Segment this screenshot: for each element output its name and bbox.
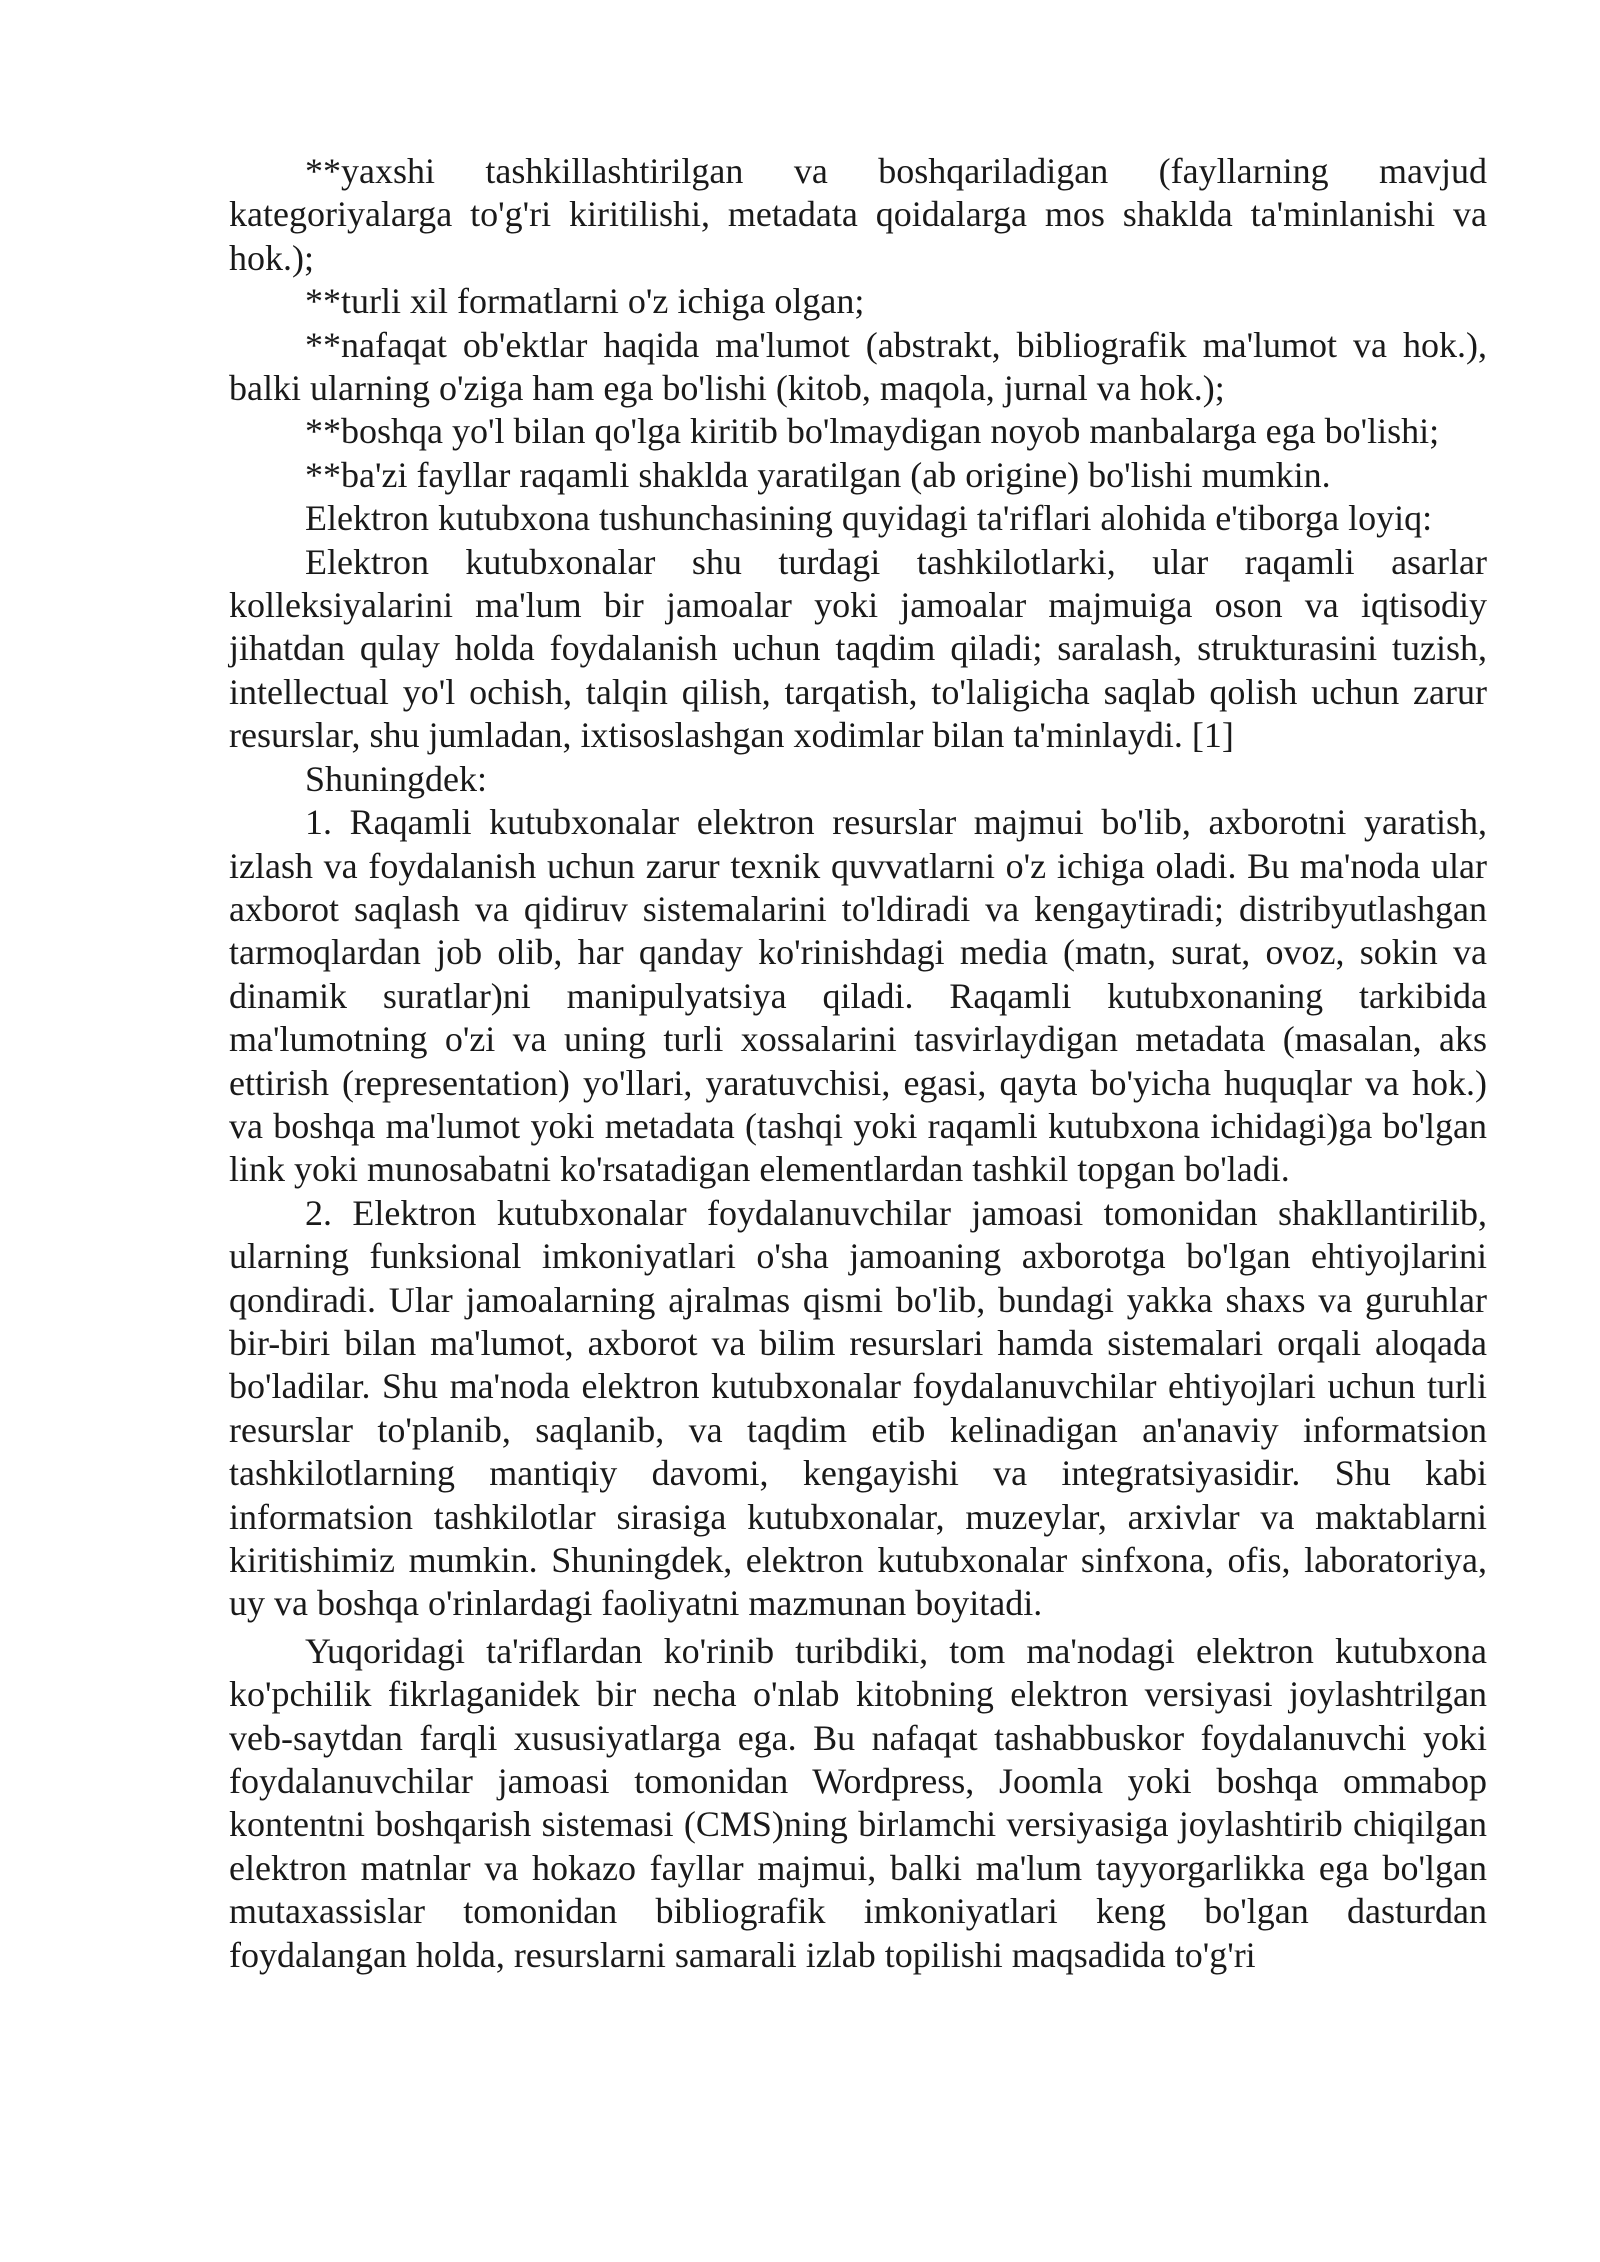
paragraph-criterion-formats: **turli xil formatlarni o'z ichiga olgan;: [305, 281, 865, 322]
paragraph-conclusion: Yuqoridagi ta'riflardan ko'rinib turibdiki, tom ma'nodagi elektron kutubxona ko'pchilik fikrlaganidek bir necha o'nlab kitobning elektron versiyasi joylashtrilgan veb-saytdan farqli xususiyatlarga ega. Bu nafaqat tashabbuskor foydalanuvchi yoki foydalanuvchilar jamoasi tomonidan Wordpress, Joomla yoki boshqa ommabop kontentni boshqarish sistemasi (CMS)ning birlamchi versiyasiga joylashtirib chiqilgan elektron matnlar va hokazo fayllar majmui, balki ma'lum tayyorgarlikka ega bo'lgan mutaxassislar tomonidan bibliografik imkoniyatlari keng bo'lgan dasturdan foydalangan holda, resurslarni samarali izlab topilishi maqsadida to'g'ri: [229, 1630, 1487, 1975]
paragraph-criterion-unique-sources: **boshqa yo'l bilan qo'lga kiritib bo'lmaydigan noyob manbalarga ega bo'lishi;: [305, 411, 1440, 452]
paragraph-criterion-objects: **nafaqat ob'ektlar haqida ma'lumot (abstrakt, bibliografik ma'lumot va hok.), balki ularning o'ziga ham ega bo'lishi (kitob, maqola, jurnal va hok.);: [229, 324, 1487, 409]
paragraph-also: Shuningdek:: [305, 758, 488, 799]
paragraph-definitions-intro: Elektron kutubxona tushunchasining quyidagi ta'riflari alohida e'tiborga loyiq:: [305, 498, 1433, 539]
paragraph-definition-2: 2. Elektron kutubxonalar foydalanuvchilar jamoasi tomonidan shakllantirilib, ularning funksional imkoniyatlari o'sha jamoaning axborotga bo'lgan ehtiyojlarini qondiradi. Ular jamoalarning ajralmas qismi bo'lib, bundagi yakka shaxs va guruhlar bir-biri bilan ma'lumot, axborot va bilim resurslari hamda sistemalari orqali aloqada bo'ladilar. Shu ma'noda elektron kutubxonalar foydalanuvchilar ehtiyojlari uchun turli resurslar to'planib, saqlanib, va taqdim etib kelinadigan an'anaviy informatsion tashkilotlarning mantiqiy davomi, kengayishi va integratsiyasidir. Shu kabi informatsion tashkilotlar sirasiga kutubxonalar, muzeylar, arxivlar va maktablarni kiritishimiz mumkin. Shuningdek, elektron kutubxonalar sinfxona, ofis, laboratoriya, uy va boshqa o'rinlardagi faoliyatni mazmunan boyitadi.: [229, 1192, 1487, 1624]
paragraph-criterion-born-digital: **ba'zi fayllar raqamli shaklda yaratilgan (ab origine) bo'lishi mumkin.: [305, 454, 1331, 495]
paragraph-definition-organizations: Elektron kutubxonalar shu turdagi tashkilotlarki, ular raqamli asarlar kolleksiyalarini ma'lum bir jamoalar yoki jamoalar majmuiga oson va iqtisodiy jihatdan qulay holda foydalanish uchun taqdim qiladi; saralash, strukturasini tuzish, intellectual yo'l ochish, talqin qilish, tarqatish, to'laligicha saqlab qolish uchun zarur resurslar, shu jumladan, ixtisoslashgan xodimlar bilan ta'minlaydi. [1]: [229, 541, 1487, 756]
document-page: [229, 150, 1487, 1977]
paragraph-criterion-organized: **yaxshi tashkillashtirilgan va boshqariladigan (fayllarning mavjud kategoriyalarga to'g'ri kiritilishi, metadata qoidalarga mos shaklda ta'minlanishi va hok.);: [229, 151, 1487, 278]
paragraph-definition-1: 1. Raqamli kutubxonalar elektron resurslar majmui bo'lib, axborotni yaratish, izlash va foydalanish uchun zarur texnik quvvatlarni o'z ichiga oladi. Bu ma'noda ular axborot saqlash va qidiruv sistemalarini to'ldiradi va kengaytiradi; distribyutlashgan tarmoqlardan job olib, har qanday ko'rinishdagi media (matn, surat, ovoz, sokin va dinamik suratlar)ni manipulyatsiya qiladi. Raqamli kutubxonaning tarkibida ma'lumotning o'zi va uning turli xossalarini tasvirlaydigan metadata (masalan, aks ettirish (representation) yo'llari, yaratuvchisi, egasi, qayta bo'yicha huquqlar va hok.) va boshqa ma'lumot yoki metadata (tashqi yoki raqamli kutubxona ichidagi)ga bo'lgan link yoki munosabatni ko'rsatadigan elementlardan tashkil topgan bo'ladi.: [229, 802, 1487, 1190]
